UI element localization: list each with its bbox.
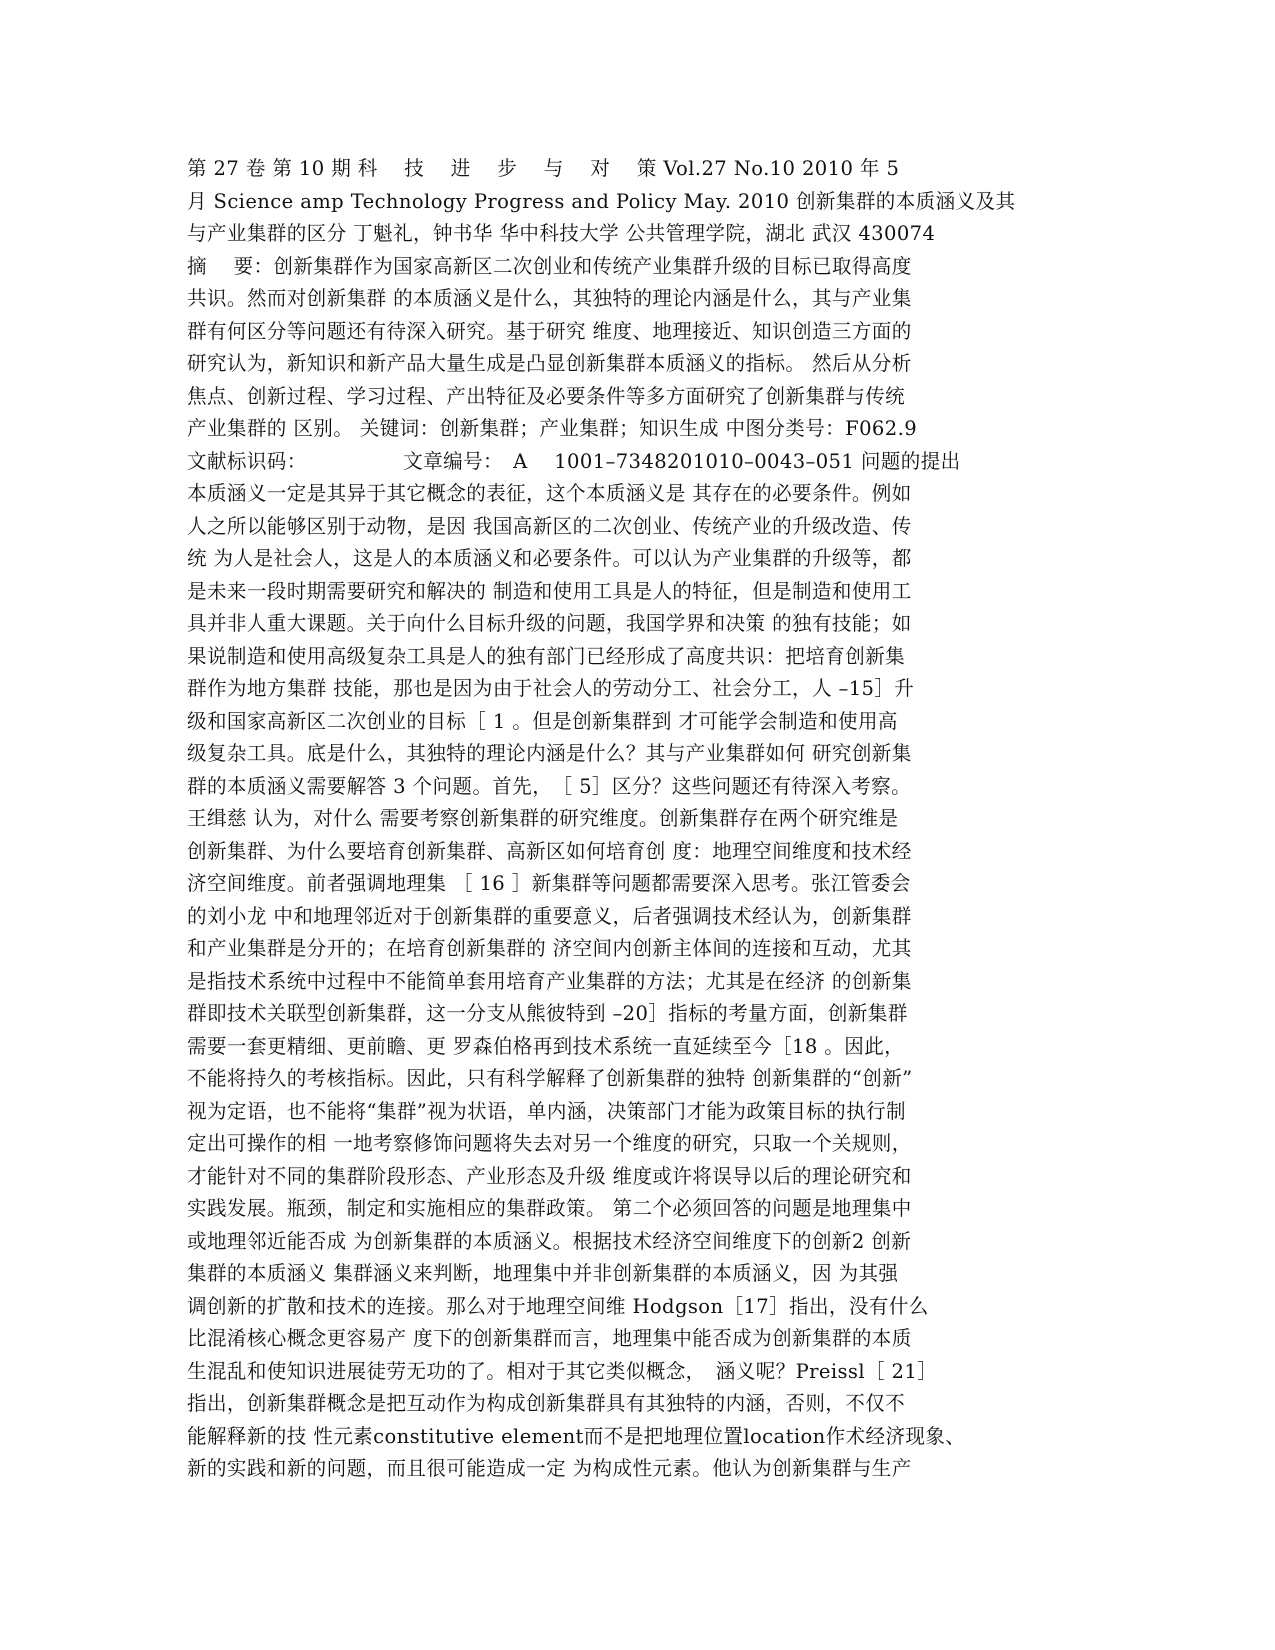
text-line: 具并非人重大课题。关于向什么目标升级的问题，我国学界和决策 的独有技能；如 bbox=[187, 611, 912, 635]
text-line: 研究认为，新知识和新产品大量生成是凸显创新集群本质涵义的指标。 然后从分析 bbox=[187, 351, 912, 375]
text-line: 共识。然而对创新集群 的本质涵义是什么，其独特的理论内涵是什么，其与产业集 bbox=[187, 286, 912, 310]
text-line: 群即技术关联型创新集群，这一分支从熊彼特到 –20］指标的考量方面，创新集群 bbox=[187, 1001, 908, 1025]
text-line: 月 Science amp Technology Progress and Policy May. 2010 创新集群的本质涵义及其 bbox=[187, 188, 1016, 213]
text-line: 是指技术系统中过程中不能简单套用培育产业集群的方法；尤其是在经济 的创新集 bbox=[187, 968, 912, 993]
text-line: 定出可操作的相 一地考察修饰问题将失去对另一个维度的研究，只取一个关规则， bbox=[187, 1131, 912, 1155]
body-text bbox=[187, 152, 1087, 1485]
text-line: 生混乱和使知识进展徒劳无功的了。相对于其它类似概念， 涵义呢？Preissl［ 21］ bbox=[187, 1358, 938, 1383]
text-line: 级复杂工具。底是什么，其独特的理论内涵是什么？其与产业集群如何 研究创新集 bbox=[187, 741, 912, 765]
text-line: 比混淆核心概念更容易产 度下的创新集群而言，地理集中能否成为创新集群的本质 bbox=[187, 1326, 912, 1350]
text-line: 才能针对不同的集群阶段形态、产业形态及升级 维度或许将误导以后的理论研究和 bbox=[187, 1163, 912, 1188]
text-line: 果说制造和使用高级复杂工具是人的独有部门已经形成了高度共识：把培育创新集 bbox=[187, 643, 906, 668]
text-line: 集群的本质涵义 集群涵义来判断，地理集中并非创新集群的本质涵义，因 为其强 bbox=[187, 1261, 899, 1285]
text-line: 的刘小龙 中和地理邻近对于创新集群的重要意义，后者强调技术经认为，创新集群 bbox=[187, 903, 912, 928]
text-line: 与产业集群的区分 丁魁礼，钟书华 华中科技大学 公共管理学院，湖北 武汉 430074 bbox=[187, 221, 936, 245]
text-line: 人之所以能够区别于动物，是因 我国高新区的二次创业、传统产业的升级改造、传 bbox=[187, 513, 912, 538]
text-line: 第 27 卷 第 10 期 科 技 进 步 与 对 策 Vol.27 No.10 2010 年 5 bbox=[187, 156, 900, 180]
text-line: 能解释新的技 性元素constitutive element而不是把地理位置location作术经济现象、 bbox=[187, 1423, 966, 1448]
text-line: 济空间维度。前者强调地理集 ［ 16 ］新集群等问题都需要深入思考。张江管委会 bbox=[187, 871, 911, 895]
text-line: 王缉慈 认为，对什么 需要考察创新集群的研究维度。创新集群存在两个研究维是 bbox=[187, 806, 899, 830]
text-line: 群有何区分等问题还有待深入研究。基于研究 维度、地理接近、知识创造三方面的 bbox=[187, 318, 912, 343]
text-line: 和产业集群是分开的；在培育创新集群的 济空间内创新主体间的连接和互动，尤其 bbox=[187, 936, 912, 960]
text-line: 视为定语，也不能将“集群”视为状语，单内涵，决策部门才能为政策目标的执行制 bbox=[187, 1098, 906, 1123]
text-line: 新的实践和新的问题，而且很可能造成一定 为构成性元素。他认为创新集群与生产 bbox=[187, 1456, 912, 1480]
text-line: 指出，创新集群概念是把互动作为构成创新集群具有其独特的内涵，否则，不仅不 bbox=[187, 1391, 906, 1415]
text-line: 不能将持久的考核指标。因此，只有科学解释了创新集群的独特 创新集群的“创新” bbox=[187, 1066, 913, 1090]
text-line: 实践发展。瓶颈，制定和实施相应的集群政策。 第二个必须回答的问题是地理集中 bbox=[187, 1196, 912, 1220]
text-line: 统 为人是社会人，这是人的本质涵义和必要条件。可以认为产业集群的升级等，都 bbox=[187, 546, 912, 570]
text-line: 摘 要：创新集群作为国家高新区二次创业和传统产业集群升级的目标已取得高度 bbox=[187, 253, 912, 278]
text-line: 文献标识码： 文章编号： A 1001–7348201010–0043–051 问题的提出 bbox=[187, 448, 961, 473]
text-line: 群作为地方集群 技能，那也是因为由于社会人的劳动分工、社会分工，人 –15］升 bbox=[187, 676, 915, 700]
text-line: 级和国家高新区二次创业的目标［ 1 。但是创新集群到 才可能学会制造和使用高 bbox=[187, 708, 898, 733]
text-line: 群的本质涵义需要解答 3 个问题。首先， ［ 5］区分？这些问题还有待深入考察。 bbox=[187, 773, 912, 798]
text-line: 需要一套更精细、更前瞻、更 罗森伯格再到技术系统一直延续至今［18 。因此， bbox=[187, 1033, 905, 1058]
text-line: 调创新的扩散和技术的连接。那么对于地理空间维 Hodgson［17］指出，没有什么 bbox=[187, 1293, 929, 1318]
text-line: 本质涵义一定是其异于其它概念的表征，这个本质涵义是 其存在的必要条件。例如 bbox=[187, 481, 912, 505]
text-line: 是未来一段时期需要研究和解决的 制造和使用工具是人的特征，但是制造和使用工 bbox=[187, 578, 912, 603]
text-line: 产业集群的 区别。 关键词：创新集群；产业集群；知识生成 中图分类号：F062.9 bbox=[187, 416, 918, 440]
text-line: 焦点、创新过程、学习过程、产出特征及必要条件等多方面研究了创新集群与传统 bbox=[187, 383, 906, 408]
text-line: 创新集群、为什么要培育创新集群、高新区如何培育创 度：地理空间维度和技术经 bbox=[187, 838, 912, 863]
text-line: 或地理邻近能否成 为创新集群的本质涵义。根据技术经济空间维度下的创新2 创新 bbox=[187, 1228, 912, 1253]
